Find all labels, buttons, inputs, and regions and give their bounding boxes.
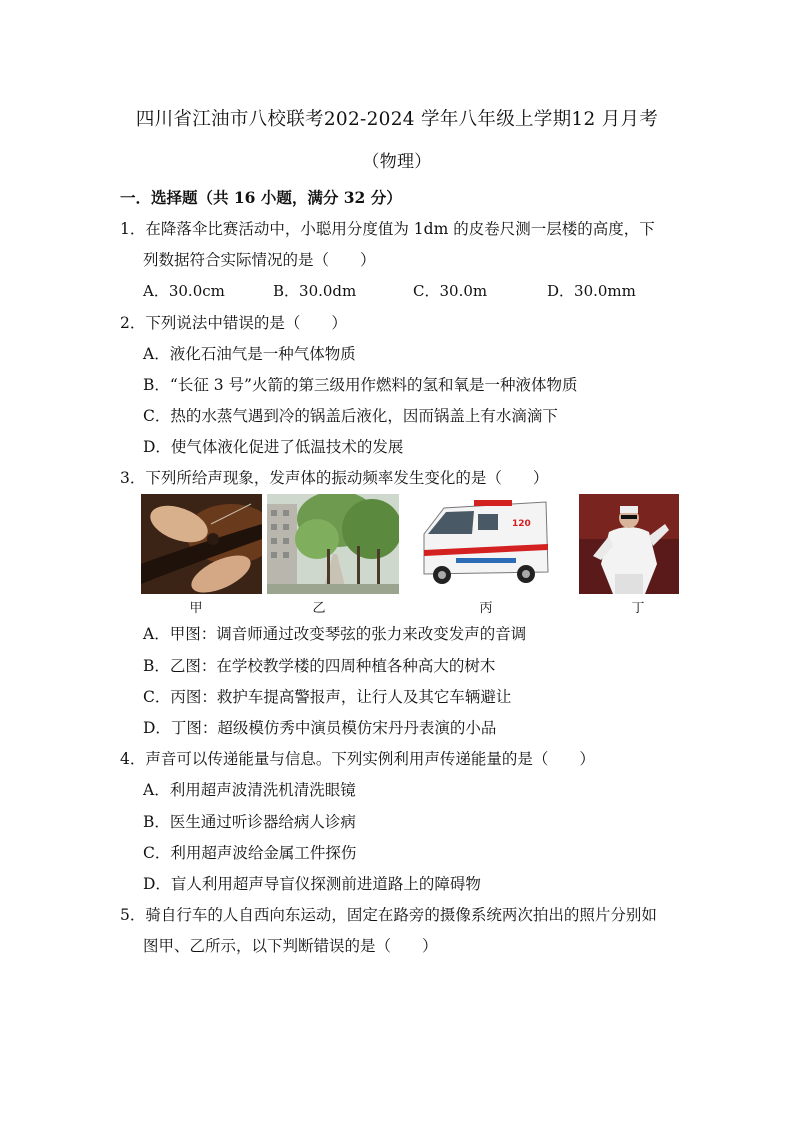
q4-stem: 4．声音可以传递能量与信息。下列实例利用声传递能量的是（ ） [120,750,595,768]
caption-bing: 丙 [479,601,493,616]
ambulance-image [414,494,552,594]
q4-option-d: D．盲人利用超声导盲仪探测前进道路上的障碍物 [143,875,481,893]
q4-option-c: C．利用超声波给金属工件探伤 [143,844,357,862]
q3-option-c: C．丙图：救护车提高警报声，让行人及其它车辆避让 [143,688,512,706]
ambulance-number: 120 [512,519,531,529]
q1-option-d: D．30.0mm [547,282,636,300]
q1-stem-line1: 1．在降落伞比赛活动中，小聪用分度值为 1dm 的皮卷尺测一层楼的高度，下 [120,220,655,238]
q4-option-b: B．医生通过听诊器给病人诊病 [143,813,356,831]
q2-stem: 2．下列说法中错误的是（ ） [120,314,347,332]
q3-option-a: A．甲图：调音师通过改变琴弦的张力来改变发声的音调 [143,625,527,643]
q3-stem: 3．下列所给声现象，发声体的振动频率发生变化的是（ ） [120,469,549,487]
exam-subject: （物理） [362,152,432,172]
school-trees-image [267,494,399,594]
q1-option-b: B．30.0dm [273,282,357,300]
caption-yi: 乙 [312,601,326,616]
performer-image [579,494,679,594]
section-heading: 一．选择题（共 16 小题，满分 32 分） [120,188,402,207]
caption-jia: 甲 [189,601,203,616]
q1-option-a: A．30.0cm [143,282,225,300]
q3-option-b: B．乙图：在学校教学楼的四周种植各种高大的树木 [143,657,496,675]
violin-tuning-image [141,494,262,594]
q2-option-a: A．液化石油气是一种气体物质 [143,345,356,363]
q2-option-b: B．“长征 3 号”火箭的第三级用作燃料的氢和氧是一种液体物质 [143,376,578,394]
q3-option-d: D．丁图：超级模仿秀中演员模仿宋丹丹表演的小品 [143,719,497,737]
q1-option-c: C．30.0m [413,282,488,300]
caption-ding: 丁 [631,601,645,616]
q2-option-d: D．使气体液化促进了低温技术的发展 [143,438,404,456]
exam-title: 四川省江油市八校联考202-2024 学年八年级上学期12 月月考 [135,109,659,130]
q5-stem-line1: 5．骑自行车的人自西向东运动，固定在路旁的摄像系统两次拍出的照片分别如 [120,906,657,924]
q2-option-c: C．热的水蒸气遇到冷的锅盖后液化，因而锅盖上有水滴滴下 [143,407,558,425]
q1-stem-line2: 列数据符合实际情况的是（ ） [143,251,376,269]
q4-option-a: A．利用超声波清洗机清洗眼镜 [143,781,356,799]
q5-stem-line2: 图甲、乙所示，以下判断错误的是（ ） [143,937,438,955]
